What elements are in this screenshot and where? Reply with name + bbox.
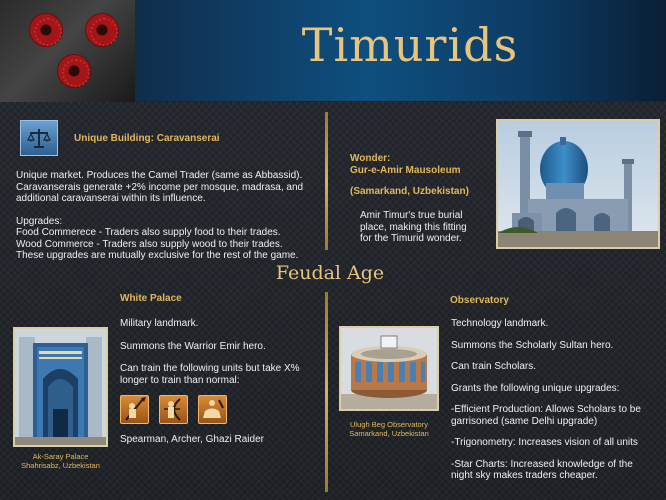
- observatory-description: [451, 318, 651, 482]
- spearman-icon: [120, 395, 149, 424]
- mausoleum-photo: [496, 119, 660, 249]
- age-title: Feudal Age: [275, 262, 385, 284]
- archer-icon: [159, 395, 188, 424]
- wonder-label: Wonder:: [350, 153, 391, 164]
- caption-line: Shahrisabz, Uzbekistan: [21, 461, 100, 470]
- ak-saray-caption: [10, 452, 111, 470]
- caption-line: Ak-Saray Palace: [32, 452, 89, 461]
- upgrade-item: Food Commerece - Traders also supply food to their trades.: [16, 227, 281, 238]
- unique-building-heading: Unique Building: Caravanserai: [74, 133, 220, 144]
- observatory-line: -Efficient Production: Allows Scholars to be garrisoned (same Delhi upgrade): [451, 404, 641, 427]
- ghazi-raider-icon: [198, 395, 227, 424]
- observatory-line: -Star Charts: Increased knowledge of the night sky makes traders cheaper.: [451, 458, 633, 481]
- emblem-circle: [30, 14, 62, 46]
- wonder-description: Amir Timur's true burial place, making this fitting for the Timurid wonder.: [360, 210, 467, 244]
- caption-line: Samarkand, Uzbekistan: [349, 429, 429, 438]
- scales-icon: [20, 120, 58, 156]
- observatory-line: Grants the following unique upgrades:: [451, 382, 620, 394]
- wonder-name: Gur-e-Amir Mausoleum: [350, 165, 461, 176]
- white-palace-line: Military landmark.: [120, 318, 199, 329]
- observatory-photo: [339, 326, 439, 411]
- observatory-caption: [336, 420, 442, 438]
- unique-building-description: [16, 170, 316, 262]
- bottom-divider: [325, 292, 328, 492]
- upgrade-item: Wood Commerce - Traders also supply wood to their trades.: [16, 238, 283, 250]
- page-title: Timurids: [301, 18, 519, 72]
- header-banner: [0, 0, 666, 102]
- ak-saray-palace-photo: [13, 327, 108, 447]
- observatory-line: Technology landmark.: [451, 318, 549, 329]
- emblem-circle: [86, 14, 118, 46]
- observatory-line: -Trigonometry: Increases vision of all units: [451, 437, 638, 448]
- white-palace-description: [120, 318, 315, 386]
- white-palace-units: Spearman, Archer, Ghazi Raider: [120, 434, 264, 445]
- observatory-heading: Observatory: [450, 295, 509, 306]
- emblem-circle: [58, 55, 90, 87]
- top-divider: [325, 112, 328, 250]
- caption-line: Ulugh Beg Observatory: [350, 420, 428, 429]
- upgrade-item: These upgrades are mutually exclusive for the rest of the game.: [16, 250, 299, 261]
- white-palace-heading: White Palace: [120, 293, 182, 304]
- observatory-line: Can train Scholars.: [451, 361, 537, 372]
- white-palace-line: Can train the following units but take X% longer to train than normal:: [120, 363, 300, 386]
- upgrades-heading: Upgrades:: [16, 215, 63, 227]
- civilization-emblem: [0, 0, 135, 102]
- wonder-location: (Samarkand, Uzbekistan): [350, 186, 469, 197]
- white-palace-line: Summons the Warrior Emir hero.: [120, 340, 266, 352]
- observatory-line: Summons the Scholarly Sultan hero.: [451, 339, 614, 351]
- caravanserai-description: Unique market. Produces the Camel Trader (same as Abbassid). Caravanserais generate +2% income per mosque, madrasa, and additional caravanserai within its influence.: [16, 170, 304, 204]
